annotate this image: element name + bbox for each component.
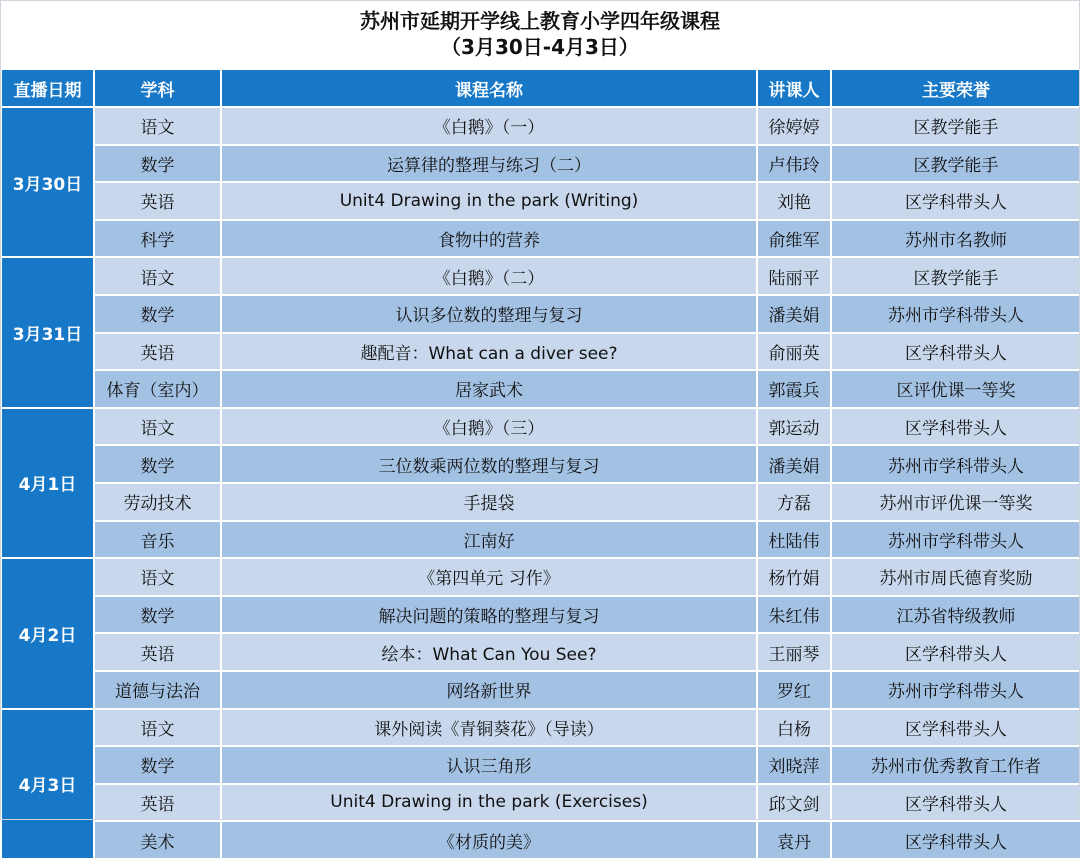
honor-cell: 区学科带头人 (831, 821, 1080, 859)
subject-cell: 语文 (94, 257, 221, 295)
teacher-cell: 邱文剑 (757, 784, 831, 822)
table-row (1, 784, 1080, 822)
course-cell: 课外阅读《青铜葵花》（导读） (221, 709, 757, 747)
subject-cell: 体育（室内） (94, 370, 221, 408)
page-subtitle: （3月30日-4月3日） (441, 35, 639, 59)
course-cell: 绘本：What Can You See? (221, 633, 757, 671)
course-cell: 运算律的整理与练习（二） (221, 145, 757, 183)
teacher-cell: 潘美娟 (757, 445, 831, 483)
course-cell: 解决问题的策略的整理与复习 (221, 596, 757, 634)
header-subject: 学科 (94, 69, 221, 107)
course-cell: 江南好 (221, 521, 757, 559)
honor-cell: 苏州市周氏德育奖励 (831, 558, 1080, 596)
header-course: 课程名称 (221, 69, 757, 107)
table-row (1, 558, 1080, 596)
subject-cell: 数学 (94, 746, 221, 784)
subject-cell: 英语 (94, 633, 221, 671)
course-cell: 《材质的美》 (221, 821, 757, 859)
teacher-cell: 陆丽平 (757, 257, 831, 295)
honor-cell: 区教学能手 (831, 107, 1080, 145)
course-cell: 《白鹅》（一） (221, 107, 757, 145)
schedule-table (0, 68, 1080, 860)
date-cell: 4月1日 (1, 408, 94, 558)
teacher-cell: 白杨 (757, 709, 831, 747)
teacher-cell: 刘艳 (757, 182, 831, 220)
subject-cell: 数学 (94, 445, 221, 483)
teacher-cell: 杜陆伟 (757, 521, 831, 559)
subject-cell: 语文 (94, 107, 221, 145)
course-cell: 《第四单元 习作》 (221, 558, 757, 596)
date-cell: 3月30日 (1, 107, 94, 257)
course-cell: Unit4 Drawing in the park (Exercises) (221, 784, 757, 822)
teacher-cell: 杨竹娟 (757, 558, 831, 596)
subject-cell: 数学 (94, 295, 221, 333)
table-row (1, 220, 1080, 258)
course-cell: 《白鹅》（二） (221, 257, 757, 295)
teacher-cell: 罗红 (757, 671, 831, 709)
table-row (1, 145, 1080, 183)
table-row (1, 821, 1080, 859)
course-cell: 趣配音：What can a diver see? (221, 333, 757, 371)
table-row (1, 633, 1080, 671)
subject-cell: 语文 (94, 558, 221, 596)
subject-cell: 音乐 (94, 521, 221, 559)
subject-cell: 数学 (94, 145, 221, 183)
table-row (1, 746, 1080, 784)
course-cell: 居家武术 (221, 370, 757, 408)
table-row (1, 370, 1080, 408)
honor-cell: 区教学能手 (831, 257, 1080, 295)
teacher-cell: 郭霞兵 (757, 370, 831, 408)
subject-cell: 美术 (94, 821, 221, 859)
date-cell: 4月3日 (1, 709, 94, 859)
honor-cell: 区学科带头人 (831, 333, 1080, 371)
date-cell: 4月2日 (1, 558, 94, 708)
course-cell: 三位数乘两位数的整理与复习 (221, 445, 757, 483)
teacher-cell: 徐婷婷 (757, 107, 831, 145)
table-row (1, 182, 1080, 220)
teacher-cell: 方磊 (757, 483, 831, 521)
honor-cell: 苏州市名教师 (831, 220, 1080, 258)
honor-cell: 区学科带头人 (831, 633, 1080, 671)
course-cell: Unit4 Drawing in the park (Writing) (221, 182, 757, 220)
honor-cell: 苏州市评优课一等奖 (831, 483, 1080, 521)
header-honor: 主要荣誉 (831, 69, 1080, 107)
honor-cell: 区评优课一等奖 (831, 370, 1080, 408)
course-cell: 手提袋 (221, 483, 757, 521)
table-row (1, 107, 1080, 145)
honor-cell: 苏州市学科带头人 (831, 521, 1080, 559)
teacher-cell: 俞维军 (757, 220, 831, 258)
course-cell: 网络新世界 (221, 671, 757, 709)
subject-cell: 英语 (94, 333, 221, 371)
table-row (1, 596, 1080, 634)
teacher-cell: 刘晓萍 (757, 746, 831, 784)
subject-cell: 英语 (94, 784, 221, 822)
subject-cell: 语文 (94, 709, 221, 747)
honor-cell: 苏州市学科带头人 (831, 445, 1080, 483)
honor-cell: 区学科带头人 (831, 709, 1080, 747)
honor-cell: 苏州市优秀教育工作者 (831, 746, 1080, 784)
table-row (1, 257, 1080, 295)
teacher-cell: 潘美娟 (757, 295, 831, 333)
teacher-cell: 袁丹 (757, 821, 831, 859)
schedule-body (1, 107, 1080, 859)
title-block (0, 0, 1080, 68)
table-row (1, 671, 1080, 709)
table-row (1, 445, 1080, 483)
teacher-cell: 卢伟玲 (757, 145, 831, 183)
table-row (1, 709, 1080, 747)
table-row (1, 333, 1080, 371)
teacher-cell: 王丽琴 (757, 633, 831, 671)
header-date: 直播日期 (1, 69, 94, 107)
subject-cell: 劳动技术 (94, 483, 221, 521)
table-row (1, 483, 1080, 521)
course-cell: 《白鹅》（三） (221, 408, 757, 446)
subject-cell: 语文 (94, 408, 221, 446)
teacher-cell: 郭运动 (757, 408, 831, 446)
honor-cell: 区学科带头人 (831, 784, 1080, 822)
subject-cell: 道德与法治 (94, 671, 221, 709)
honor-cell: 区学科带头人 (831, 182, 1080, 220)
honor-cell: 区教学能手 (831, 145, 1080, 183)
subject-cell: 科学 (94, 220, 221, 258)
honor-cell: 区学科带头人 (831, 408, 1080, 446)
subject-cell: 英语 (94, 182, 221, 220)
honor-cell: 苏州市学科带头人 (831, 295, 1080, 333)
header-teacher: 讲课人 (757, 69, 831, 107)
course-cell: 食物中的营养 (221, 220, 757, 258)
teacher-cell: 俞丽英 (757, 333, 831, 371)
teacher-cell: 朱红伟 (757, 596, 831, 634)
table-row (1, 295, 1080, 333)
honor-cell: 苏州市学科带头人 (831, 671, 1080, 709)
table-row (1, 521, 1080, 559)
table-row (1, 408, 1080, 446)
subject-cell: 数学 (94, 596, 221, 634)
page-title: 苏州市延期开学线上教育小学四年级课程 (360, 9, 720, 33)
honor-cell: 江苏省特级教师 (831, 596, 1080, 634)
course-cell: 认识多位数的整理与复习 (221, 295, 757, 333)
course-cell: 认识三角形 (221, 746, 757, 784)
date-cell: 3月31日 (1, 257, 94, 407)
header-row (1, 69, 1080, 107)
